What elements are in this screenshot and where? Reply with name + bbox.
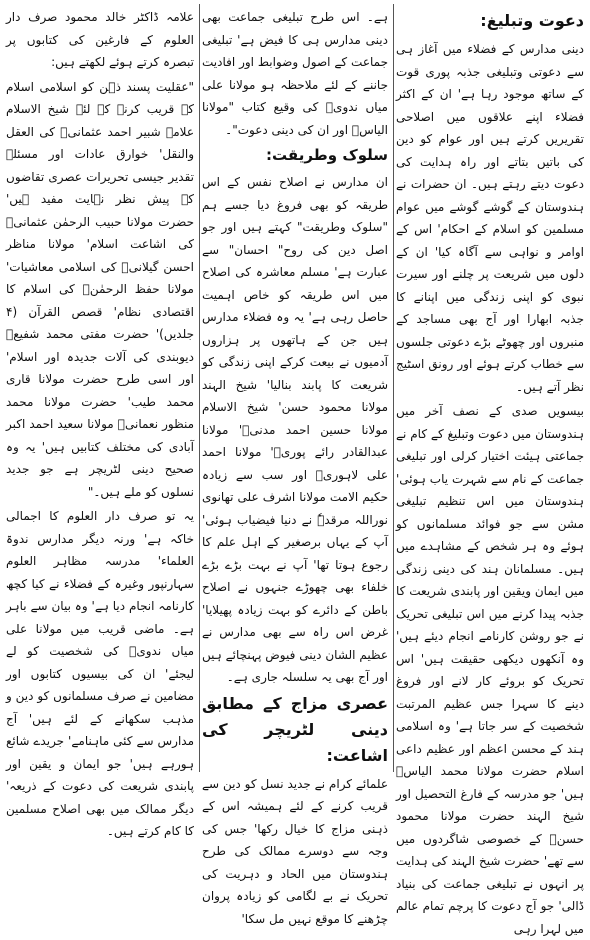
paragraph: بیسویں صدی کے نصف آخر میں ہندوستان میں دعوت وتبلیغ کے کام نے جماعتی ہیئت اختیار کرلی اور تبلیغی جماعت کے نام سے شہرت یاب ہوئی' ہندوستان میں اس تنظیم تبلیغی مشن سے جو فوائد مسلمانوں کو ہوئے وہ ہر شخص کے مشاہدے میں ہیں۔ مسلمانان ہند کی دینی زندگی میں ایمان ویقین اور پابندی شریعت کا جذبہ پیدا کرنے میں اس تبلیغی تحریک نے جو روشن کارنامے انجام دیئے ہیں' وہ آنکھوں دیکھی حقیقت ہیں' اس تحریک کو بروئے کار لانے اور فروغ دینے کا سہرا جس عظیم المرتبت شخصیت کے سر جاتا ہے' وہ اسلامی ہند کے محسن اعظم اور عظیم داعی اسلام حضرت مولانا محمد الیاسؒ ہیں' جو مدرسہ کے فارغ التحصیل اور شیخ الہند حضرت مولانا محمود حسنؒ کے خصوصی شاگردوں میں سے تھے' حضرت شیخ الہند کی ہدایت پر انہوں نے تبلیغی جماعت کی بنیاد ڈالی' جو آج دعوت کا پرچم تمام عالم میں لہرا رہی — [396, 404, 584, 936]
section-heading-literature: عصری مزاج کے مطابق دینی لٹریچر کی اشاعت: — [202, 693, 388, 765]
column-divider — [199, 4, 200, 772]
paragraph: علامہ ڈاکٹر خالد محمود صرف دار العلوم کے فارغین کی کتابوں پر تبصرہ کرتے ہوئے لکھتے ہیں: — [6, 10, 194, 69]
column-divider — [393, 4, 394, 772]
section-heading-dawat-tabligh: دعوت وتبلیغ: — [480, 11, 584, 30]
paragraph: یہ تو صرف دار العلوم کا اجمالی خاکہ ہے' ورنہ دیگر مدارس ندوۃ العلماء' مدرسہ مظاہر العلوم سہارنپور وغیرہ کے فضلاء نے کیا کچھ کارنامہ انجام دیا ہے' وہ بیان سے باہر ہے۔ ماضی قریب میں مولانا علی میاں ندویؒ کی شخصیت کو لے لیجئے' ان کی بیسیوں کتابوں اور مضامین نے صرف مسلمانوں کو دین و مذہب سکھانے کے لئے ہیں' آج مدارس سے کئی ماہنامے' جریدے شائع ہورہے ہیں' جو ایمان و یقین اور پابندی شریعت کی دعوت کے ذریعہ' دیگر ممالک میں بھی اصلاح مسلمین کا کام کرتے ہیں۔ — [6, 509, 194, 838]
column-left — [6, 6, 194, 838]
column-right — [396, 6, 584, 936]
column-middle — [202, 6, 388, 926]
section-heading-suluk-tariqat: سلوک وطریقت: — [266, 146, 388, 164]
paragraph: ہے۔ اس طرح تبلیغی جماعت بھی دینی مدارس ہی کا فیض ہے' تبلیغی جماعت کے اصول وضوابط اور افادیت جاننے کے لئے ملاحظہ ہو مولانا علی میاں ندویؒ کی وقیع کتاب "مولانا الیاسؒ اور ان کی دینی دعوت"۔ — [202, 10, 388, 137]
paragraph: ان مدارس نے اصلاح نفس کے اس طریقہ کو بھی فروغ دیا جسے ہم "سلوک وطریقت" کہتے ہیں اور جو اصل دین کی روح" احسان" سے عبارت ہے' مسلم معاشرہ کی اصلاح میں اس طریقہ کو خاص اہمیت حاصل رہی ہے' یہ وہ فضلاء مدارس ہیں جن کے ہاتھوں پر ہزاروں آدمیوں نے بیعت کرکے اپنی زندگی کو شریعت کا پابند بنالیا' شیخ الہند مولانا محمود حسن' شیخ الاسلام مولانا حسین احمد مدنیؒ' مولانا عبدالقادر رائے پوریؒ' مولانا احمد علی لاہوریؒ اور سب سے زیادہ حکیم الامت مولانا اشرف علی تھانوی نوراللہ مرقدہٗ نے دنیا فیضیاب ہوئی' آپ کے یہاں برصغیر کے اہل علم کا رجوع ہوتا تھا' آپ نے بہت بڑے بڑے خلفاء بھی چھوڑے جنہوں نے اصلاح باطن کے دائرے کو بہت زیادہ پھیلایا' غرض اس راہ سے بھی مدارس نے عظیم الشان دینی فیوض پہنچائے ہیں اور آج بھی یہ سلسلہ جاری ہے۔ — [202, 175, 388, 684]
paragraph: علمائے کرام نے جدید نسل کو دین سے قریب کرنے کے لئے ہمیشہ اس کے ذہنی مزاج کا خیال رکھا' جس کی وجہ سے دوسرے ممالک کی طرح ہندوستان میں الحاد و دہریت کی تحریک نے بے لگامی کو زیادہ پروان چڑھنے کا موقع نہیں مل سکا' — [202, 776, 388, 926]
quotation-paragraph: "عقلیت پسند ذہن کو اسلامی اسلام کے قریب کرنے کے لئے شیخ الاسلام علامہ شبیر احمد عثمانیؒ کی العقل والنقل' خوارق عادات اور مسئلہ تقدیر جیسی تحریرات عصری تقاضوں کے پیش نظر نہایت مفید ہیں' حضرت مولانا حبیب الرحمٰن عثمانیؒ کی اشاعت اسلام' مولانا مناظر احسن گیلانیؒ کی اسلامی معاشیات' مولانا حفظ الرحمٰنؒ کی اسلام کا اقتصادی نظام' قصص القرآن (۴ جلدیں)' حضرت مفتی محمد شفیعؒ دیوبندی کی آلات جدیدہ اور اسلام' اور اسی طرح حضرت مولانا قاری محمد طیب' حضرت مولانا محمد منظور نعمانیؒ مولانا سعید احمد اکبر آبادی کی مختلف کتابیں ہیں' یہ وہ صحیح دینی لٹریچر ہے جو جدید نسلوں کو ملے ہیں۔" — [6, 79, 194, 499]
paragraph: دینی مدارس کے فضلاء میں آغاز ہی سے دعوتی وتبلیغی جذبہ پوری قوت کے ساتھ موجود رہا ہے' ان کے اکثر فضلاء اپنے علاقوں میں اصلاحی تقریریں کرتے ہیں اور عوام کو دین کی باتیں بتاتے اور راہ ہدایت کی دعوت دیتے رہتے ہیں۔ ان حضرات نے ہندوستان کے گوشے گوشے میں عوام مسلمین کو اسلام کے احکام' اس کے اوامر و نواہی سے آگاہ کیا' ان کے دلوں میں شریعت پر چلنے اور سیرت نبوی کو اپنی زندگی میں اپنانے کا جذبہ ابھارا اور آج بھی مساجد کے منبروں اور چھوٹے بڑے دعوتی جلسوں سے خطاب کرتے ہوئے اور رونق اسٹیج نظر آتے ہیں۔ — [396, 42, 584, 394]
